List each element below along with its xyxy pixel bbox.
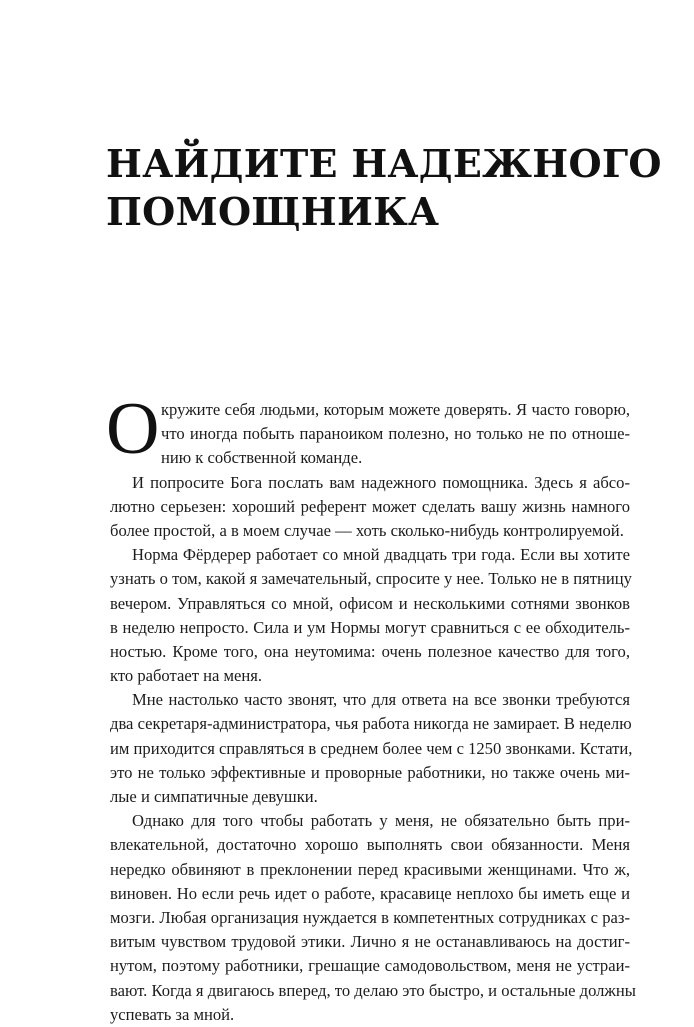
chapter-title-line-1: НАЙДИТЕ НАДЕЖНОГО [106, 141, 662, 186]
text-line: два секретаря-администратора, чья работа никогда не замирает. В неделю [110, 714, 632, 734]
text-line: виновен. Но если речь идет о работе, красавице неплохо бы иметь еще и [110, 883, 630, 903]
text-line: им приходится справляться в среднем более чем с 1250 звонками. Кстати, [110, 738, 633, 758]
text-line: нутом, поэтому работники, грешащие самодовольством, меня не устраи- [110, 956, 630, 976]
chapter-title-line-2: ПОМОЩНИКА [106, 189, 440, 234]
text-line: в неделю непросто. Сила и ум Нормы могут сравниться с ее обходитель- [110, 617, 630, 637]
text-line: влекательной, достаточно хорошо выполнять свои обязанности. Меня [110, 835, 630, 855]
text-line: нию к собственной команде. [161, 448, 363, 468]
text-line: успевать за мной. [110, 1004, 235, 1024]
text-line: Однако для того чтобы работать у меня, не обязательно быть при- [132, 811, 630, 831]
text-line: лютно серьезен: хороший референт может сделать вашу жизнь намного [110, 496, 630, 516]
text-line: ностью. Кроме того, она неутомима: очень полезное качество для того, [110, 641, 630, 661]
text-line: И попросите Бога послать вам надежного помощника. Здесь я абсо- [132, 472, 630, 492]
text-line: кружите себя людьми, которым можете доверять. Я часто говорю, [161, 400, 630, 419]
text-line: лые и симпатичные девушки. [110, 787, 318, 806]
text-line: Мне настолько часто звонят, что для ответа на все звонки требуются [132, 690, 630, 710]
text-line: мозги. Любая организация нуждается в компетентных сотрудниках с раз- [110, 907, 630, 927]
drop-cap: О [106, 388, 160, 470]
text-line: узнать о том, какой я замечательный, спросите у нее. Только не в пятницу [110, 569, 632, 589]
text-line: вают. Когда я двигаюсь вперед, то делаю это быстро, и остальные должны [110, 980, 636, 1000]
text-line: нередко обвиняют в преклонении перед красивыми женщинами. Что ж, [110, 859, 630, 879]
text-line: что иногда побыть параноиком полезно, но только не по отноше- [161, 424, 630, 444]
text-line: это не только эффективные и проворные работники, но также очень ми- [110, 762, 630, 782]
text-line: вечером. Управляться со мной, офисом и несколькими сотнями звонков [110, 593, 630, 613]
text-line: более простой, а в моем случае — хоть сколько-нибудь контролируемой. [110, 520, 624, 540]
text-line: витым чувством трудовой этики. Лично я не останавливаюсь на достиг- [110, 932, 630, 952]
chapter-title [106, 140, 662, 236]
text-line: кто работает на меня. [110, 666, 263, 686]
text-line: Норма Фёрдерер работает со мной двадцать три года. Если вы хотите [132, 545, 630, 565]
body-text [110, 398, 636, 1027]
